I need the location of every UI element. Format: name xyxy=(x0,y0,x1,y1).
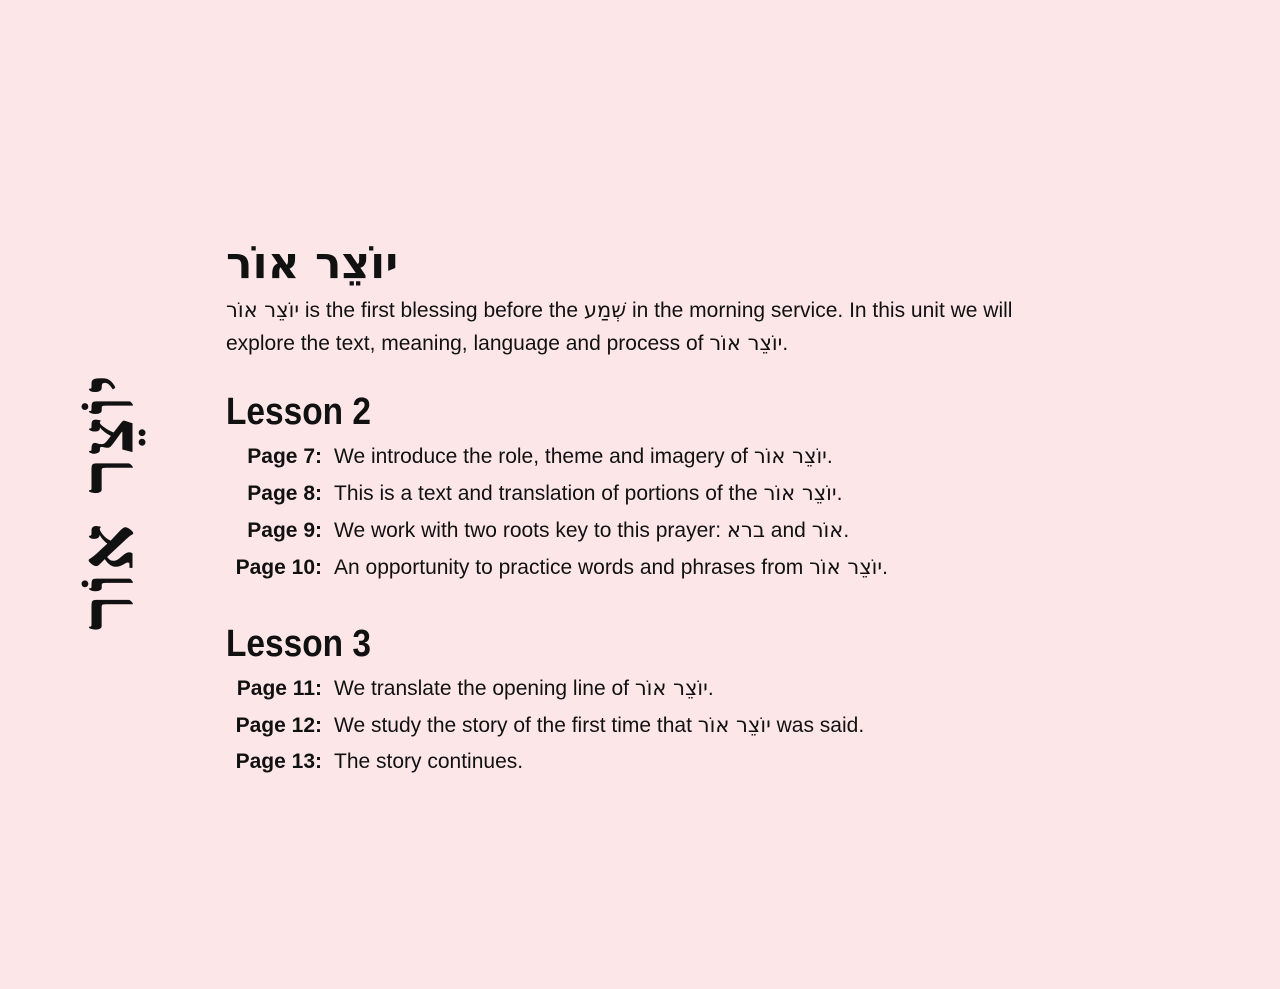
page-label: Page 12: xyxy=(235,714,322,737)
page-description xyxy=(334,744,1046,780)
page-label: Page 8: xyxy=(247,482,322,505)
page-description xyxy=(334,670,1046,707)
side-title-text: יוֹצֵר אוֹר xyxy=(64,371,151,631)
page-text: An opportunity to practice words and phrases from xyxy=(334,556,810,579)
page-label: Page 11: xyxy=(236,677,322,700)
lesson-heading: Lesson 3 xyxy=(226,623,371,665)
page-hebrew: ברא xyxy=(726,518,765,542)
side-title xyxy=(48,371,168,631)
page-text-after: . xyxy=(843,519,850,542)
lesson-page-row xyxy=(226,670,1046,707)
page-title: יוֹצֵר אוֹר xyxy=(226,238,399,289)
page-description xyxy=(334,707,1046,744)
page-text-mid: and xyxy=(764,519,812,542)
intro-text-3: . xyxy=(782,332,789,355)
intro-text-1: is the first blessing before the xyxy=(299,299,584,322)
page-text: We introduce the role, theme and imagery of xyxy=(334,445,754,468)
page-hebrew: יוֹצֵר אוֹר xyxy=(753,444,827,468)
lesson-page-row xyxy=(226,744,1046,780)
page-hebrew: יוֹצֵר אוֹר xyxy=(809,555,883,579)
page-text-after: . xyxy=(836,482,843,505)
page-text: We translate the opening line of xyxy=(334,677,635,700)
page-text-after: . xyxy=(826,445,833,468)
page-text: We work with two roots key to this prayer: xyxy=(334,519,727,542)
page-text-after: was said. xyxy=(770,714,865,737)
page-label: Page 7: xyxy=(247,445,322,468)
page-text-after: . xyxy=(707,677,714,700)
page-hebrew: יוֹצֵר אוֹר xyxy=(697,713,771,737)
content xyxy=(226,238,1046,780)
page-text-after: . xyxy=(882,556,888,579)
lesson-page-row xyxy=(226,438,1046,475)
lesson-page-row xyxy=(226,475,1046,512)
page-description xyxy=(334,512,1046,549)
intro-text-2: in the morning service. In this unit we will explore the text, meaning, language and process of xyxy=(226,299,1013,355)
lesson-page-row xyxy=(226,549,1046,586)
page-hebrew: יוֹצֵר אוֹר xyxy=(634,676,708,700)
intro-hebrew-shema: שְׁמַע xyxy=(583,298,627,322)
page-hebrew: יוֹצֵר אוֹר xyxy=(763,481,837,505)
page-description xyxy=(334,549,1046,586)
intro-hebrew-end: יוֹצֵר אוֹר xyxy=(709,331,783,355)
intro-paragraph xyxy=(226,294,1016,360)
intro-hebrew-start: יוֹצֵר אוֹר xyxy=(226,298,300,322)
page-label: Page 9: xyxy=(247,519,322,542)
page-description xyxy=(334,475,1046,512)
page-text: This is a text and translation of portions of the xyxy=(334,482,764,505)
lesson-page-row xyxy=(226,512,1046,549)
page-label: Page 13: xyxy=(235,750,322,773)
page-hebrew-2: אוֹר xyxy=(811,518,844,542)
page-label: Page 10: xyxy=(235,556,322,579)
page-text: We study the story of the first time that xyxy=(334,714,698,737)
lesson-page-row xyxy=(226,707,1046,744)
page-text: The story continues. xyxy=(334,750,524,773)
page-description xyxy=(334,438,1046,475)
lesson-heading: Lesson 2 xyxy=(226,391,371,433)
